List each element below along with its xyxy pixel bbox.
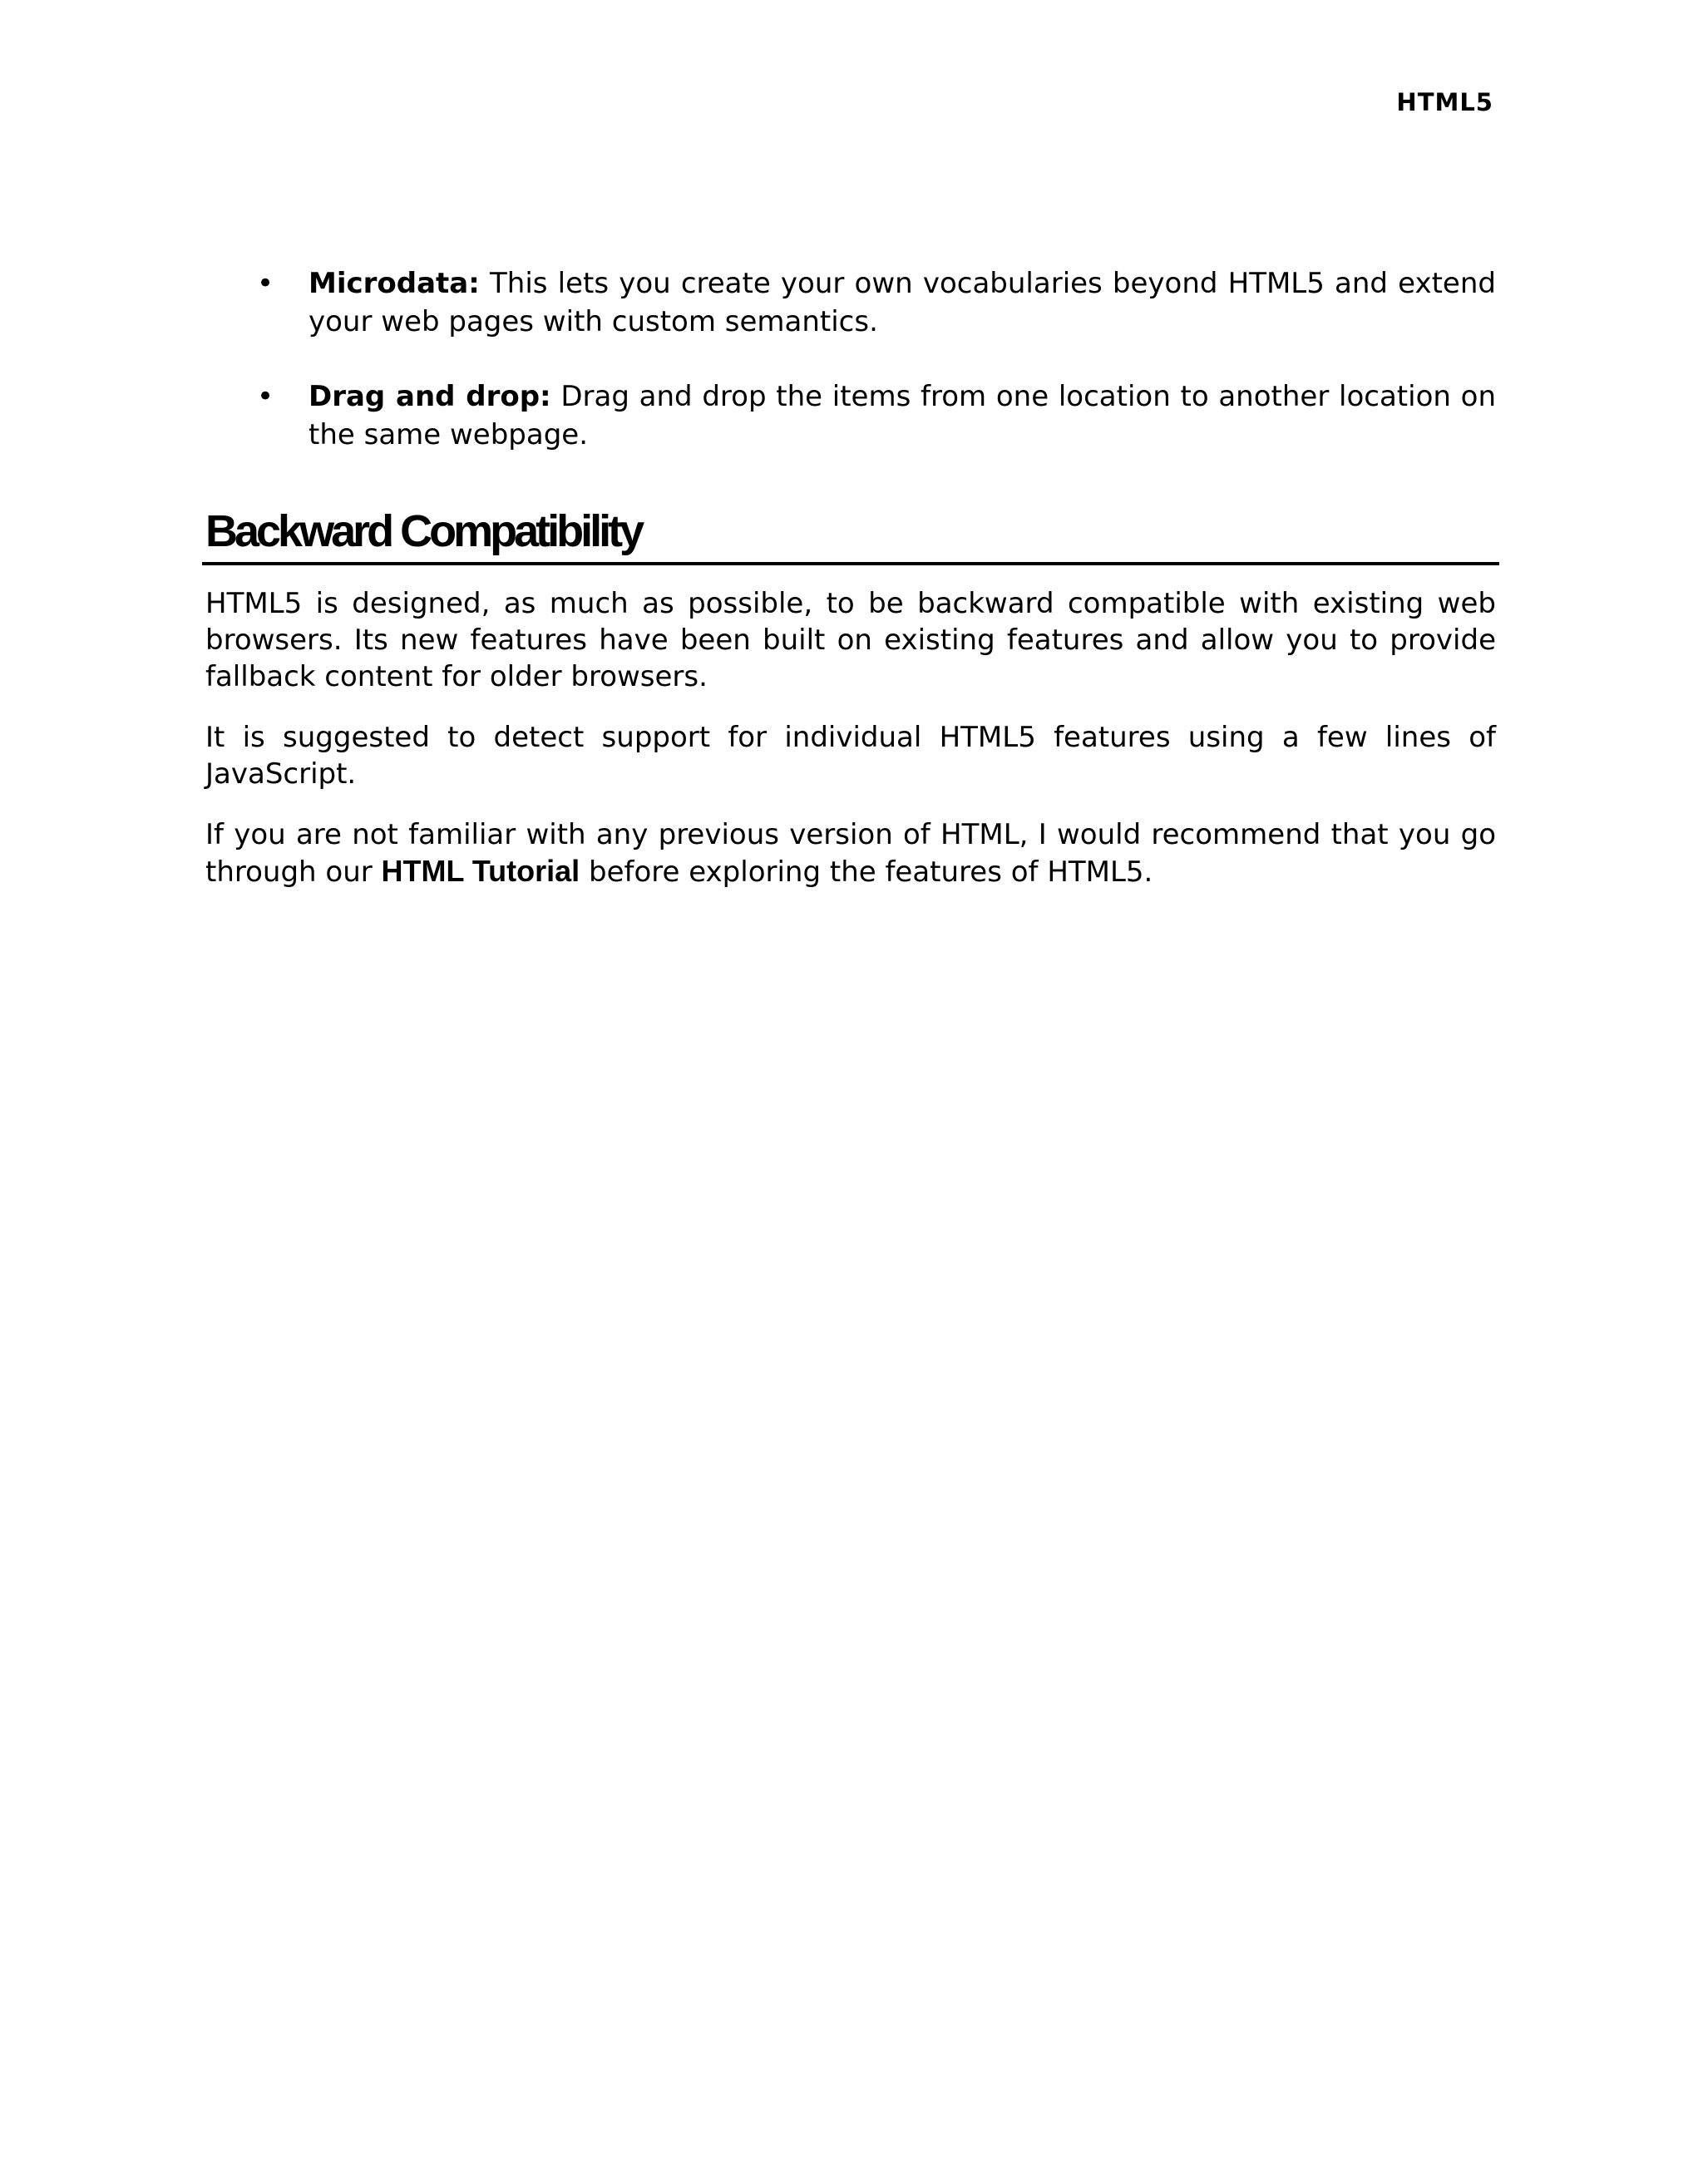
section-heading: Backward Compatibility [202,505,1499,565]
bullet-icon: • [257,267,274,300]
paragraph-text: before exploring the features of HTML5. [580,855,1153,889]
paragraph-text: If you are not familiar with any previous version of HTML, I would recommend that you go through our [205,818,1496,889]
page-content [205,264,1496,890]
paragraph: HTML5 is designed, as much as possible, to be backward compatible with existing web browsers. Its new features have been built on existing features and allow you to provide fallback content for older browsers. [205,587,1496,693]
feature-list [205,264,1496,454]
paragraph: It is suggested to detect support for individual HTML5 features using a few lines of JavaScript. [205,721,1496,791]
html-tutorial-reference: HTML Tutorial [381,854,580,888]
list-item [205,264,1496,341]
feature-term: Microdata: [309,267,480,300]
bullet-icon: • [257,380,274,413]
list-item [205,377,1496,454]
feature-description: Drag and drop the items from one location to another location on the same webpage. [309,380,1496,451]
feature-description: This lets you create your own vocabularies beyond HTML5 and extend your web pages with custom semantics. [309,267,1496,338]
paragraph [205,816,1496,890]
feature-term: Drag and drop: [309,380,551,413]
running-header: HTML5 [1396,88,1493,116]
